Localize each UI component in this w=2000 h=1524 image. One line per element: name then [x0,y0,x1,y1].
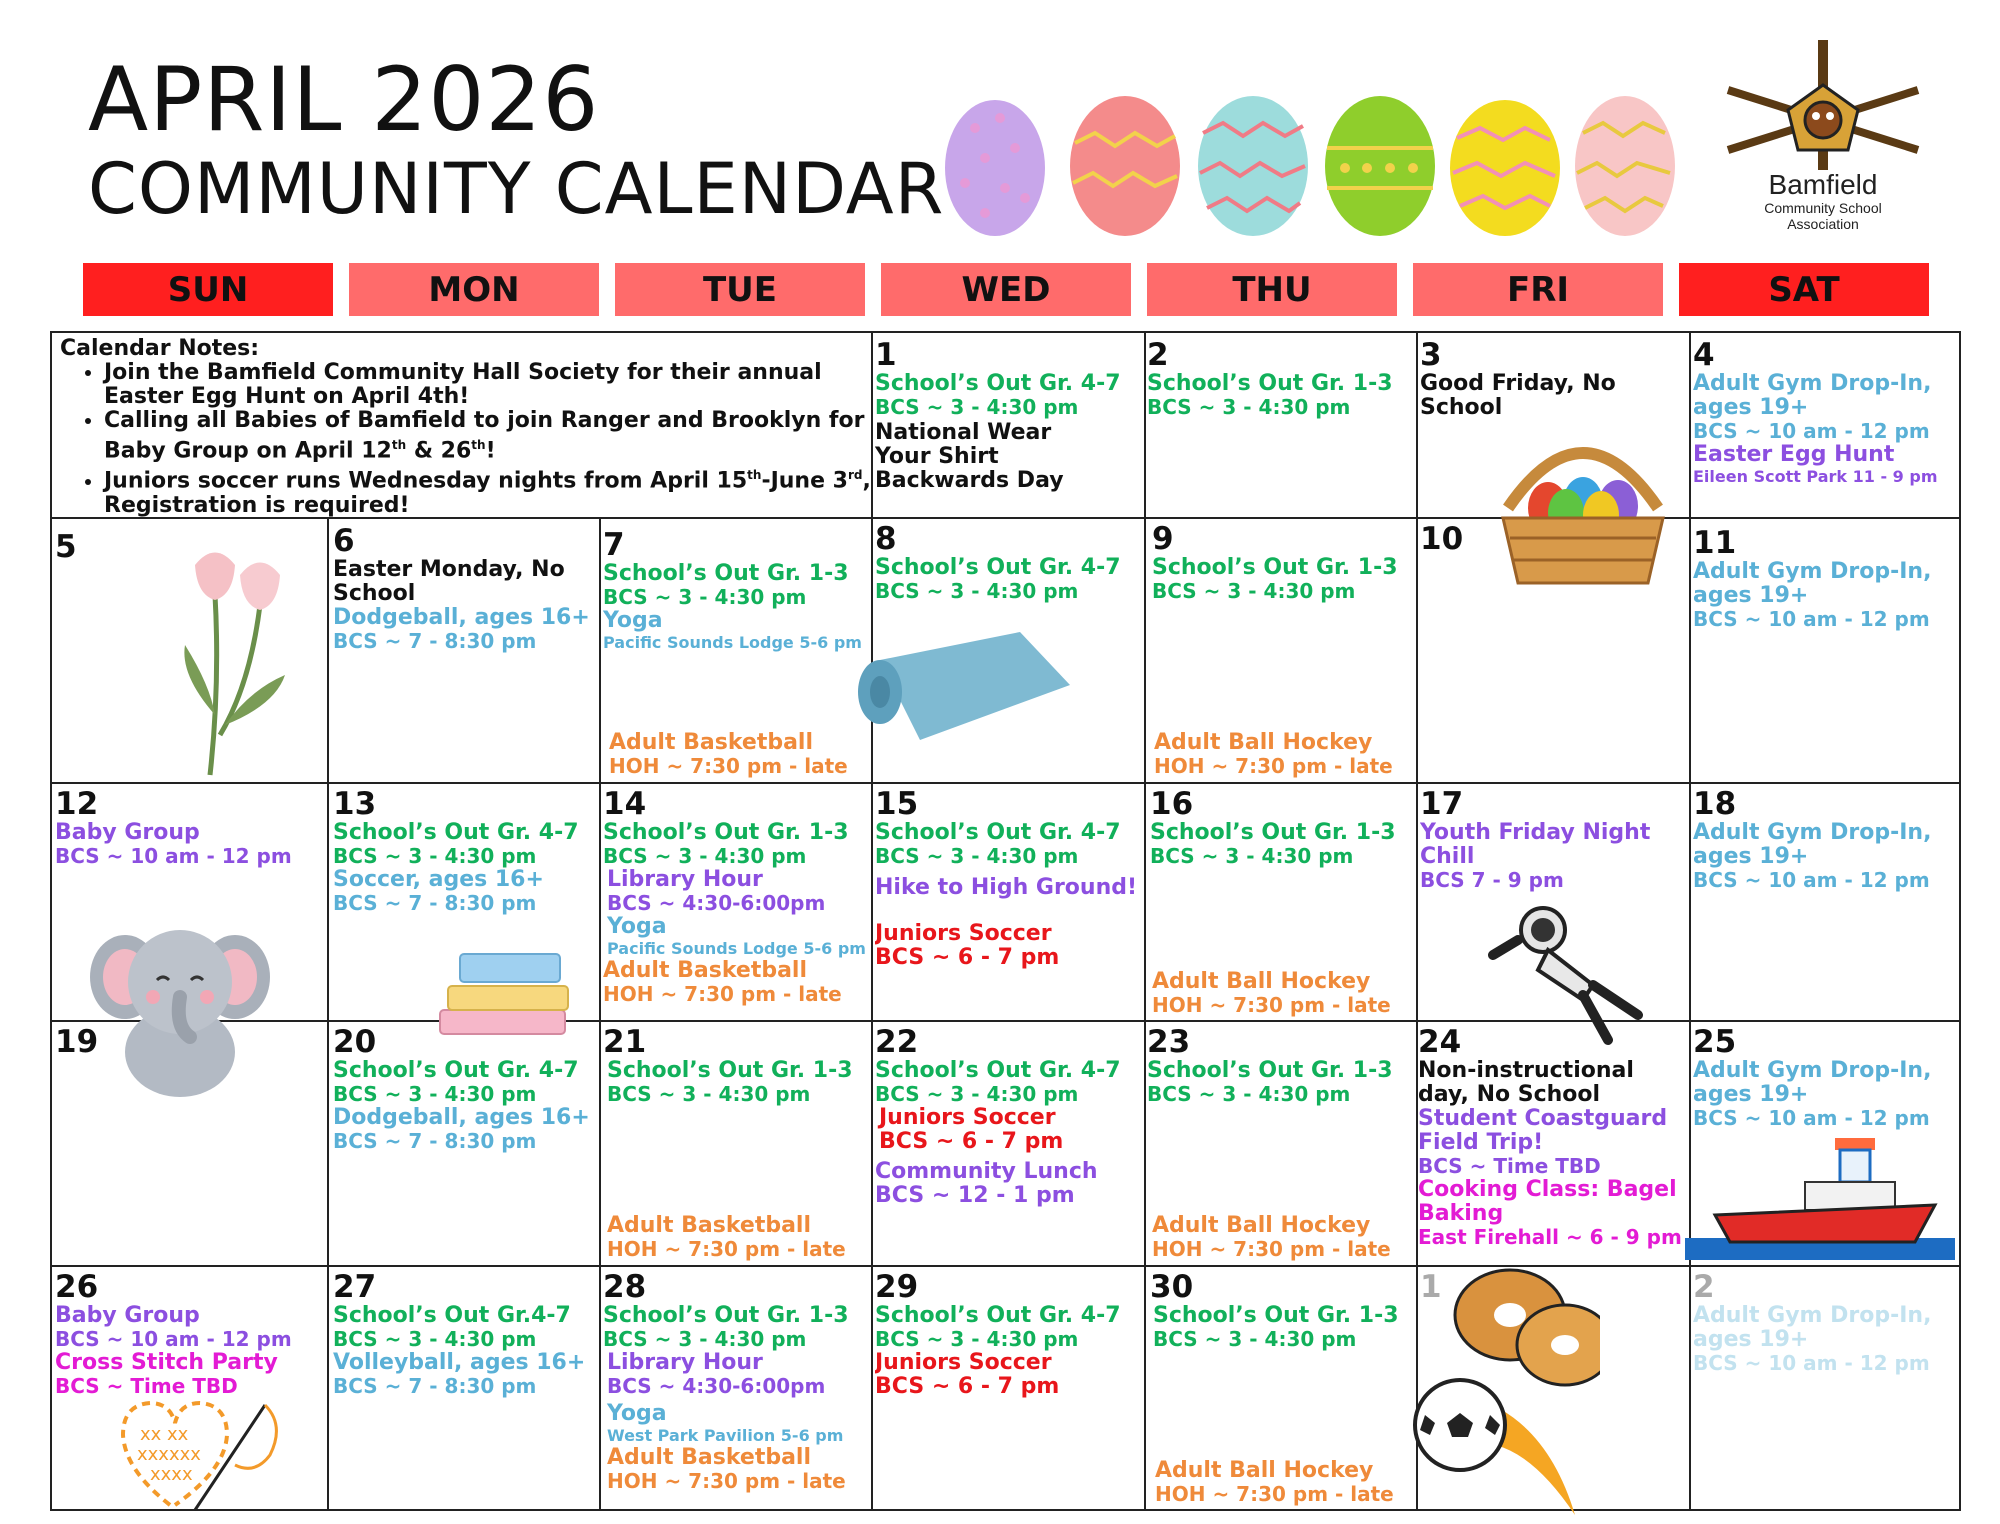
weekday-header-sat: SAT [1679,263,1929,316]
day-cell-26: 26 Baby Group BCS ~ 10 am - 12 pm Cross Stitch Party BCS ~ Time TBD [55,1270,292,1398]
day-cell-next-2: 2 Adult Gym Drop-In, ages 19+ BCS ~ 10 am - 12 pm [1693,1270,1932,1375]
day-cell-6: 6 Easter Monday, No School Dodgeball, ages 16+ BCS ~ 7 - 8:30 pm [333,523,590,653]
easter-basket-icon [1488,418,1678,588]
tulip-flowers-icon [165,535,305,780]
logo-name: Bamfield [1768,169,1878,200]
page-subtitle: COMMUNITY CALENDAR [88,148,945,230]
day-cell-23: 23 School’s Out Gr. 1-3 BCS ~ 3 - 4:30 pm Adult Ball Hockey HOH ~ 7:30 pm - late [1147,1025,1393,1261]
weekday-header-sun: SUN [83,263,333,316]
egg-green-icon [1325,96,1435,236]
egg-purple-icon [945,100,1045,236]
day-cell-20: 20 School’s Out Gr. 4-7 BCS ~ 3 - 4:30 pm Dodgeball, ages 16+ BCS ~ 7 - 8:30 pm [333,1025,590,1153]
weekday-header-fri: FRI [1413,263,1663,316]
day-cell-27: 27 School’s Out Gr.4-7 BCS ~ 3 - 4:30 pm Volleyball, ages 16+ BCS ~ 7 - 8:30 pm [333,1270,586,1398]
day-cell-2: 2 School’s Out Gr. 1-3 BCS ~ 3 - 4:30 pm [1147,338,1393,419]
egg-yellow-icon [1450,100,1560,236]
logo-line3: Association [1787,216,1859,232]
day-cell-16: 16 School’s Out Gr. 1-3 BCS ~ 3 - 4:30 pm Adult Ball Hockey HOH ~ 7:30 pm - late [1150,787,1396,1017]
coastguard-boat-icon [1685,1130,1955,1260]
weekday-header-tue: TUE [615,263,865,316]
day-cell-14: 14 School’s Out Gr. 1-3 BCS ~ 3 - 4:30 pm Library Hour BCS ~ 4:30-6:00pm Yoga Pacific Sounds Lodge 5-6 pm Adult Basketball HOH ~ 7:30 pm - late [603,787,866,1006]
day-cell-1: 1 School’s Out Gr. 4-7 BCS ~ 3 - 4:30 pm National Wear Your Shirt Backwards Day [875,338,1121,493]
weekday-header-mon: MON [349,263,599,316]
egg-teal-icon [1198,96,1308,236]
day-cell-8: 8 School’s Out Gr. 4-7 BCS ~ 3 - 4:30 pm [875,522,1121,603]
yoga-mat-icon [840,630,1080,760]
day-cell-4: 4 Adult Gym Drop-In, ages 19+ BCS ~ 10 am - 12 pm Easter Egg Hunt Eileen Scott Park 11 - 9 pm [1693,338,1938,486]
day-cell-15: 15 School’s Out Gr. 4-7 BCS ~ 3 - 4:30 pm Hike to High Ground! Juniors Soccer BCS ~ 6 - 7 pm [875,787,1138,970]
day-cell-13: 13 School’s Out Gr. 4-7 BCS ~ 3 - 4:30 pm Soccer, ages 16+ BCS ~ 7 - 8:30 pm [333,787,579,915]
notes-heading: Calendar Notes: [60,336,260,361]
cross-stitch-heart-icon [115,1395,295,1513]
page-title: APRIL 2026 [88,48,600,151]
bagels-and-soccer-ball-icon [1385,1265,1600,1515]
weekday-header-thu: THU [1147,263,1397,316]
day-cell-28: 28 School’s Out Gr. 1-3 BCS ~ 3 - 4:30 pm Library Hour BCS ~ 4:30-6:00pm Yoga West Park Pavilion 5-6 pm Adult Basketball HOH ~ 7:30 pm - late [603,1270,849,1493]
day-cell-10: 10 [1420,522,1464,557]
day-cell-7: 7 School’s Out Gr. 1-3 BCS ~ 3 - 4:30 pm Yoga Pacific Sounds Lodge 5-6 pm Adult Basketball HOH ~ 7:30 pm - late [603,527,862,778]
svg-text:xx xx: xx xx [140,1424,189,1445]
calendar-notes [60,337,871,518]
day-cell-25: 25 Adult Gym Drop-In, ages 19+ BCS ~ 10 am - 12 pm [1693,1025,1932,1130]
note-item: • Juniors soccer runs Wednesday nights from April 15th-June 3rd, Registration is required! [104,463,871,517]
day-cell-18: 18 Adult Gym Drop-In, ages 19+ BCS ~ 10 am - 12 pm [1693,787,1932,892]
note-item: • Calling all Babies of Bamfield to join Ranger and Brooklyn for Baby Group on April 12th & 26th! [104,409,871,463]
easter-eggs-illustration [935,88,1675,248]
day-cell-11: 11 Adult Gym Drop-In, ages 19+ BCS ~ 10 am - 12 pm [1693,525,1932,631]
note-item: • Join the Bamfield Community Hall Society for their annual Easter Egg Hunt on April 4th! [104,361,871,409]
day-cell-next-1: 1 [1420,1270,1442,1305]
day-cell-3: 3 Good Friday, No School [1420,337,1616,420]
day-cell-29: 29 School’s Out Gr. 4-7 BCS ~ 3 - 4:30 pm Juniors Soccer BCS ~ 6 - 7 pm [875,1270,1121,1399]
day-cell-21: 21 School’s Out Gr. 1-3 BCS ~ 3 - 4:30 pm Adult Basketball HOH ~ 7:30 pm - late [603,1025,853,1261]
totem-logo-icon [1708,30,1938,180]
day-cell-5: 5 [55,529,77,565]
weekday-header-wed: WED [881,263,1131,316]
day-cell-24: 24 Non-instructional day, No School Student Coastguard Field Trip! BCS ~ Time TBD Cooking Class: Bagel Baking East Firehall ~ 6 - 9 pm [1418,1025,1682,1249]
day-cell-9: 9 School’s Out Gr. 1-3 BCS ~ 3 - 4:30 pm Adult Ball Hockey HOH ~ 7:30 pm - late [1152,522,1398,778]
svg-text:xxxxxx: xxxxxx [137,1444,201,1465]
day-cell-30: 30 School’s Out Gr. 1-3 BCS ~ 3 - 4:30 pm Adult Ball Hockey HOH ~ 7:30 pm - late [1150,1270,1399,1506]
day-cell-12: 12 Baby Group BCS ~ 10 am - 12 pm [55,787,292,868]
bamfield-logo [1708,30,1938,230]
svg-text:xxxx: xxxx [150,1464,193,1485]
egg-coral-icon [1070,96,1180,236]
day-cell-22: 22 School’s Out Gr. 4-7 BCS ~ 3 - 4:30 pm Juniors Soccer BCS ~ 6 - 7 pm Community Lunch BCS ~ 12 - 1 pm [875,1025,1121,1208]
day-cell-17: 17 Youth Friday Night Chill BCS 7 - 9 pm [1420,787,1651,892]
egg-pink-icon [1575,96,1675,236]
day-cell-19: 19 [55,1025,99,1060]
logo-line2: Community School [1764,200,1882,216]
